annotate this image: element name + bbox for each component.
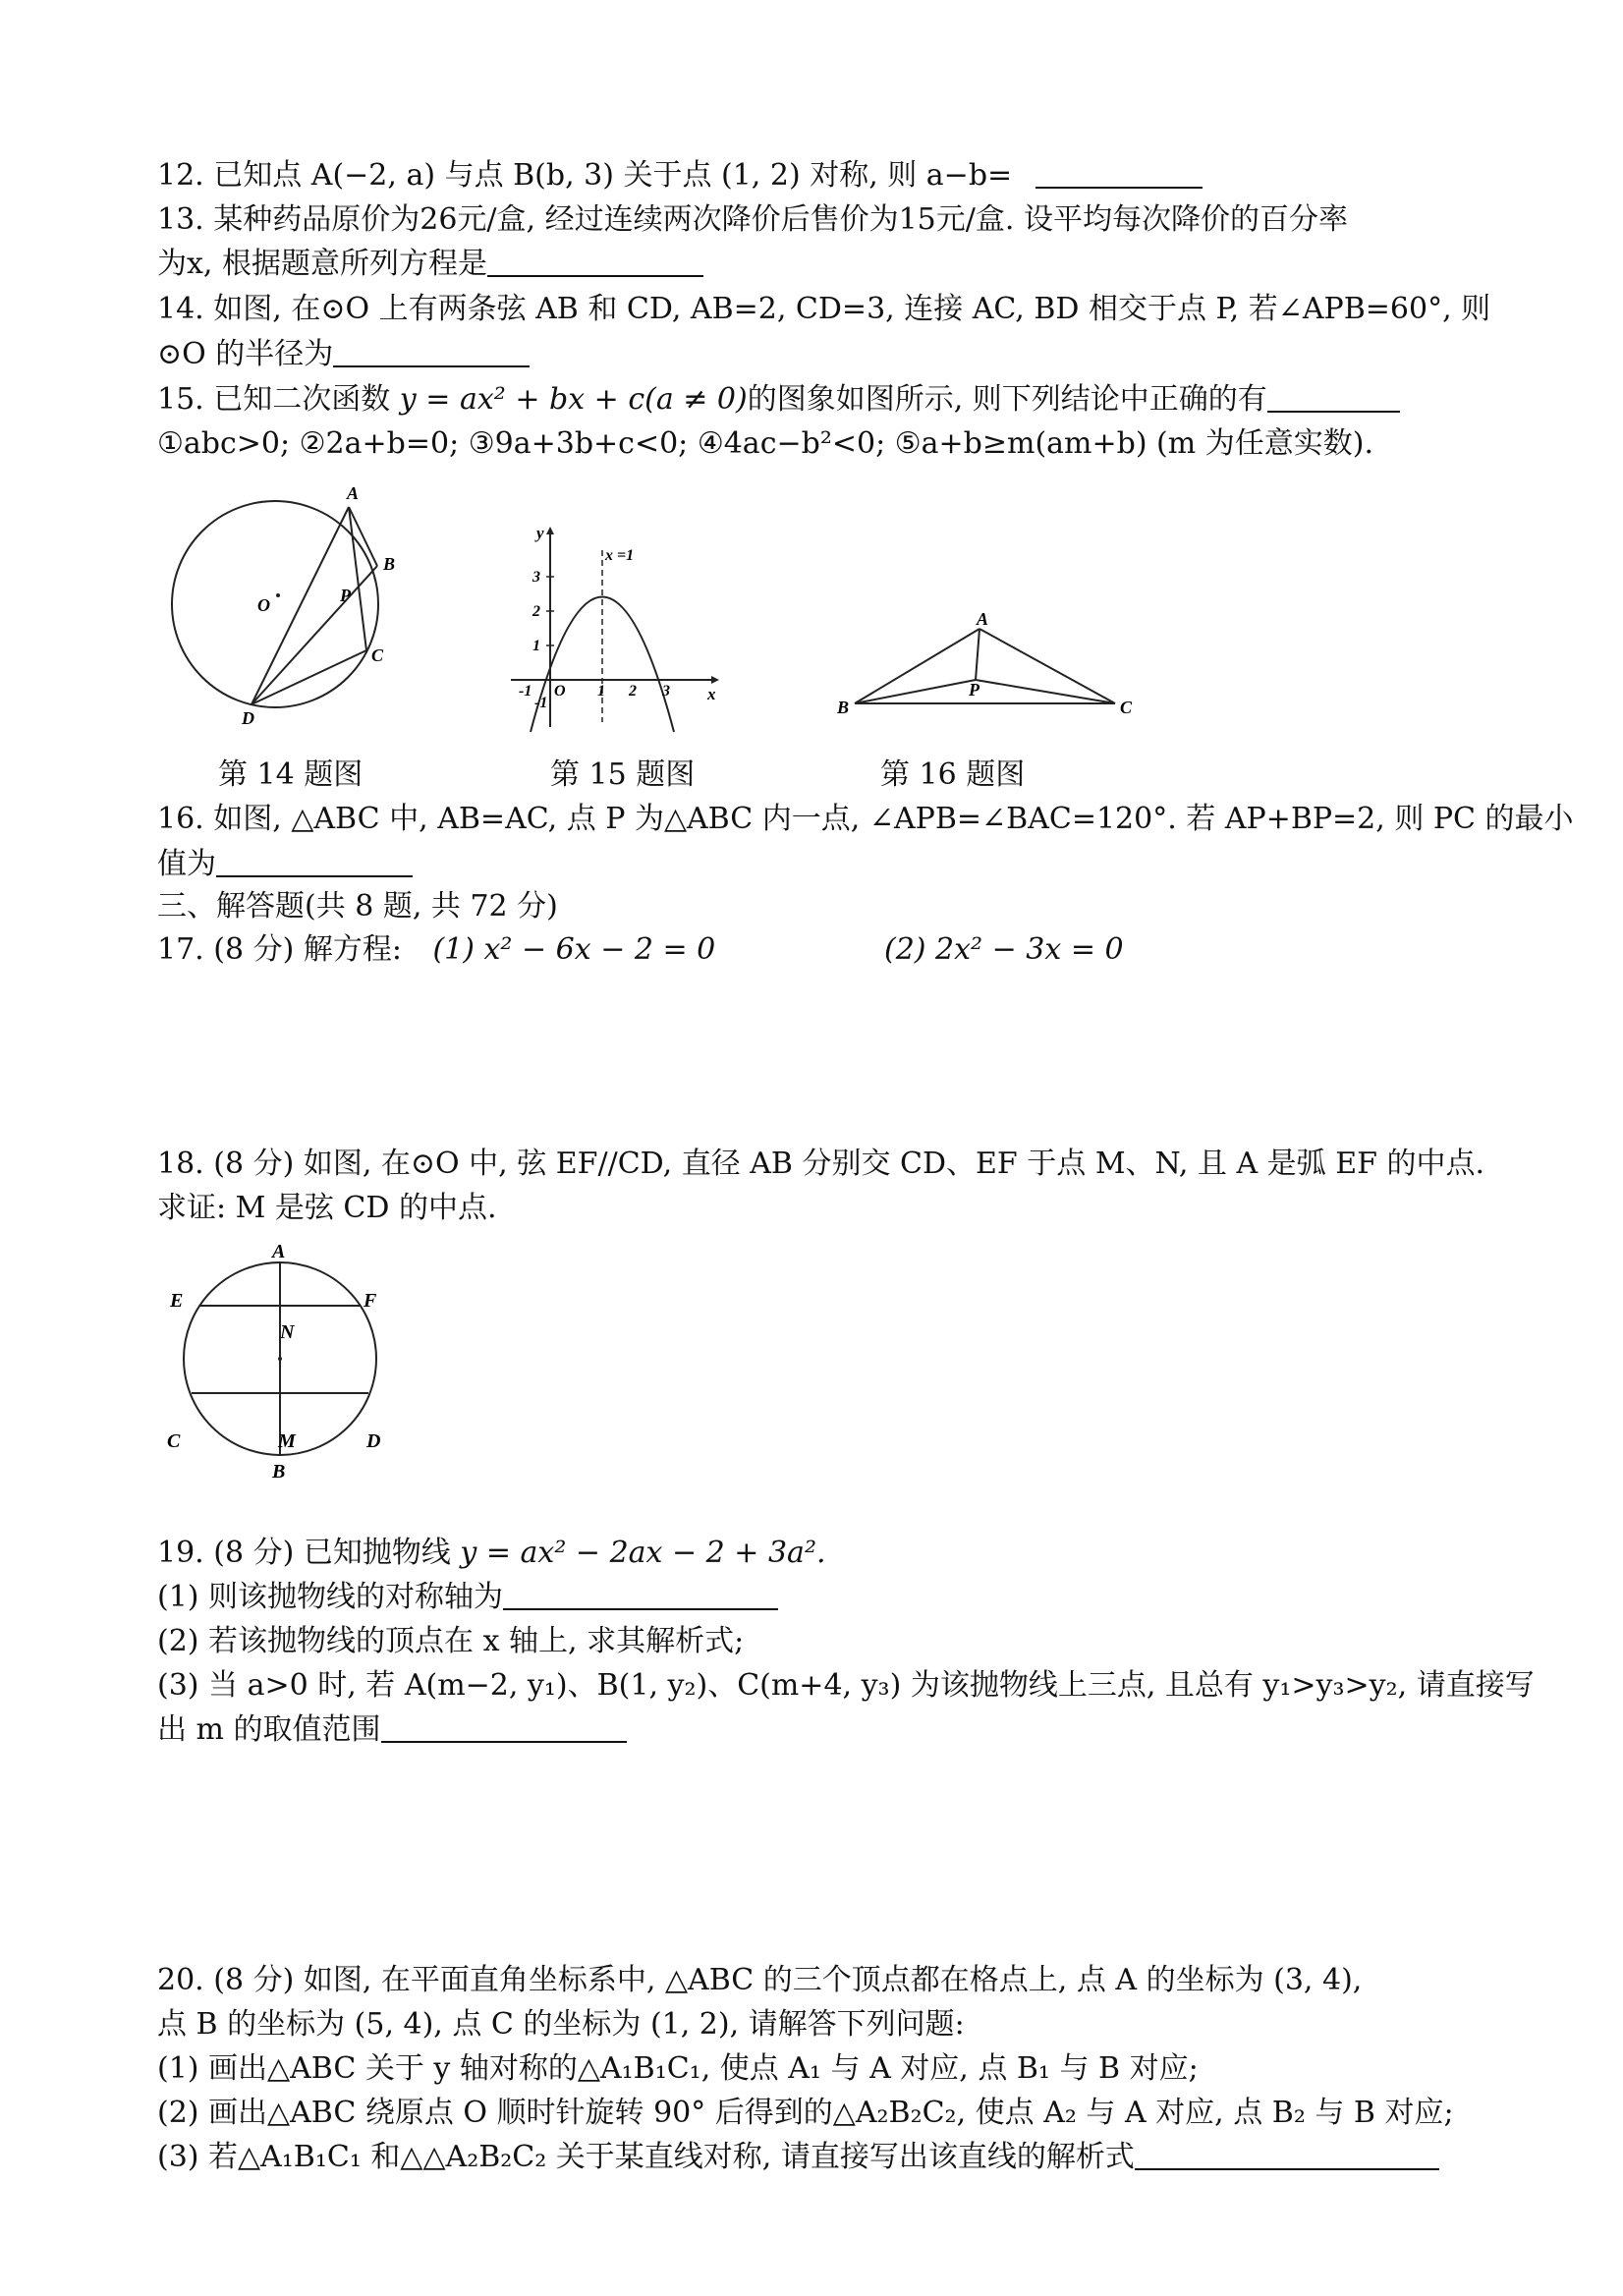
fig15-xtick-3: 3 xyxy=(662,683,670,700)
q15-line2: ①abc>0; ②2a+b=0; ③9a+3b+c<0; ④4ac−b²<0; ⑤a+b≥m(am+b) (m 为任意实数). xyxy=(157,426,1373,461)
q19-formula: y = ax² − 2ax − 2 + 3a². xyxy=(460,1536,826,1570)
fig15-xtick-neg1: -1 xyxy=(519,683,532,700)
q17-part1: (1) x² − 6x − 2 = 0 xyxy=(432,932,716,967)
q18-line1: 18. (8 分) 如图, 在⊙O 中, 弦 EF//CD, 直径 AB 分别交 CD、EF 于点 M、N, 且 A 是弧 EF 的中点. xyxy=(157,1147,1484,1181)
fig15-caption: 第 15 题图 xyxy=(550,757,696,792)
q19-line1 xyxy=(157,1535,826,1572)
q16-line2 xyxy=(157,846,413,883)
q15-prefix: 15. 已知二次函数 xyxy=(157,382,391,417)
q20-line4: (2) 画出△ABC 绕原点 O 顺时针旋转 90° 后得到的△A₂B₂C₂, 使点 A₂ 与 A 对应, 点 B₂ 与 B 对应; xyxy=(157,2096,1454,2130)
fig14-label-b: B xyxy=(383,554,396,574)
q17-prefix: 17. (8 分) 解方程: xyxy=(157,932,402,967)
q19-line3: (2) 若该抛物线的顶点在 x 轴上, 求其解析式; xyxy=(157,1624,745,1658)
fig18-label-e: E xyxy=(170,1290,184,1312)
fig18-label-d: D xyxy=(366,1430,381,1452)
fig15-label-axis: x =1 xyxy=(605,547,635,564)
q19-text5: 出 m 的取值范围 xyxy=(157,1712,381,1747)
fig15-tick-3: 3 xyxy=(532,569,540,586)
fig16-label-a: A xyxy=(977,609,989,629)
q15-suffix: 的图象如图所示, 则下列结论中正确的有 xyxy=(747,382,1267,417)
q20-line5 xyxy=(157,2139,1439,2176)
fig14-label-d: D xyxy=(242,708,254,728)
q19-prefix: 19. (8 分) 已知抛物线 xyxy=(157,1536,451,1570)
q19-range-blank xyxy=(381,1711,627,1743)
q19-line5 xyxy=(157,1711,627,1749)
q20-answer-blank xyxy=(1135,2139,1439,2170)
q16-line1: 16. 如图, △ABC 中, AB=AC, 点 P 为△ABC 内一点, ∠APB=∠BAC=120°. 若 AP+BP=2, 则 PC 的最小 xyxy=(157,802,1574,836)
fig16-label-b: B xyxy=(837,698,850,717)
fig15-label-y: y xyxy=(536,524,544,542)
fig15-xtick-1: 1 xyxy=(597,683,605,700)
fig16-caption: 第 16 题图 xyxy=(880,757,1026,792)
q15-line1 xyxy=(157,381,1400,419)
q13-text2: 为x, 根据题意所列方程是 xyxy=(157,247,487,281)
fig16-label-c: C xyxy=(1120,698,1133,717)
fig15-tick-neg1-y: -1 xyxy=(534,695,548,711)
fig18-label-b: B xyxy=(272,1461,286,1483)
fig14-caption: 第 14 题图 xyxy=(218,757,364,792)
q16-answer-blank xyxy=(216,846,413,877)
figure-14 xyxy=(157,481,413,727)
q13-answer-blank xyxy=(487,246,703,277)
fig18-label-m: M xyxy=(278,1430,296,1452)
fig15-tick-2: 2 xyxy=(532,603,540,620)
q14-line2 xyxy=(157,336,530,373)
q13-line1: 13. 某种药品原价为26元/盒, 经过连续两次降价后售价为15元/盒. 设平均每次降价的百分率 xyxy=(157,202,1348,237)
q17-part2: (2) 2x² − 3x = 0 xyxy=(884,932,1124,967)
fig18-label-f: F xyxy=(364,1290,377,1312)
q12-text: 12. 已知点 A(−2, a) 与点 B(b, 3) 关于点 (1, 2) 对称, 则 a−b= xyxy=(157,158,1013,193)
q12-answer-blank xyxy=(1035,157,1203,189)
fig14-label-c: C xyxy=(371,645,384,665)
fig14-label-a: A xyxy=(347,483,360,503)
fig15-tick-1: 1 xyxy=(532,638,540,654)
fig15-xtick-2: 2 xyxy=(629,683,637,700)
q19-line2 xyxy=(157,1579,778,1616)
section-3-heading: 三、解答题(共 8 题, 共 72 分) xyxy=(157,889,558,924)
q14-line1: 14. 如图, 在⊙O 上有两条弦 AB 和 CD, AB=2, CD=3, 连接 AC, BD 相交于点 P, 若∠APB=60°, 则 xyxy=(157,292,1491,326)
q20-line1: 20. (8 分) 如图, 在平面直角坐标系中, △ABC 的三个顶点都在格点上, 点 A 的坐标为 (3, 4), xyxy=(157,1963,1363,1997)
q15-formula: y = ax² + bx + c(a ≠ 0) xyxy=(399,382,748,417)
fig18-label-c: C xyxy=(167,1430,181,1452)
fig14-label-o: O xyxy=(257,595,270,615)
q15-answer-blank xyxy=(1267,381,1400,413)
figure-18 xyxy=(162,1241,398,1483)
fig15-label-x: x xyxy=(707,685,716,703)
q16-text2: 值为 xyxy=(157,847,216,881)
q20-text5: (3) 若△A₁B₁C₁ 和△△A₂B₂C₂ 关于某直线对称, 请直接写出该直线的解析式 xyxy=(157,2140,1135,2174)
q18-line2: 求证: M 是弦 CD 的中点. xyxy=(157,1191,497,1225)
figure-16 xyxy=(835,609,1149,717)
q14-text2: ⊙O 的半径为 xyxy=(157,337,334,371)
q20-line2: 点 B 的坐标为 (5, 4), 点 C 的坐标为 (1, 2), 请解答下列问题: xyxy=(157,2007,965,2042)
q20-line3: (1) 画出△ABC 关于 y 轴对称的△A₁B₁C₁, 使点 A₁ 与 A 对应, 点 B₁ 与 B 对应; xyxy=(157,2051,1199,2086)
fig18-label-n: N xyxy=(280,1321,295,1343)
figure-15 xyxy=(511,521,727,727)
q14-answer-blank xyxy=(333,336,530,367)
q12-line xyxy=(157,157,1203,195)
q19-line4: (3) 当 a>0 时, 若 A(m−2, y₁)、B(1, y₂)、C(m+4, y₃) 为该抛物线上三点, 且总有 y₁>y₃>y₂, 请直接写 xyxy=(157,1668,1535,1703)
q19-axis-blank xyxy=(503,1579,778,1610)
fig15-origin: O xyxy=(554,683,566,700)
fig18-label-a: A xyxy=(272,1241,286,1262)
fig14-label-p: P xyxy=(340,586,351,605)
fig16-label-p: P xyxy=(969,680,979,700)
q13-line2 xyxy=(157,246,703,283)
q17-line xyxy=(157,931,1124,969)
q19-text2: (1) 则该抛物线的对称轴为 xyxy=(157,1580,504,1614)
